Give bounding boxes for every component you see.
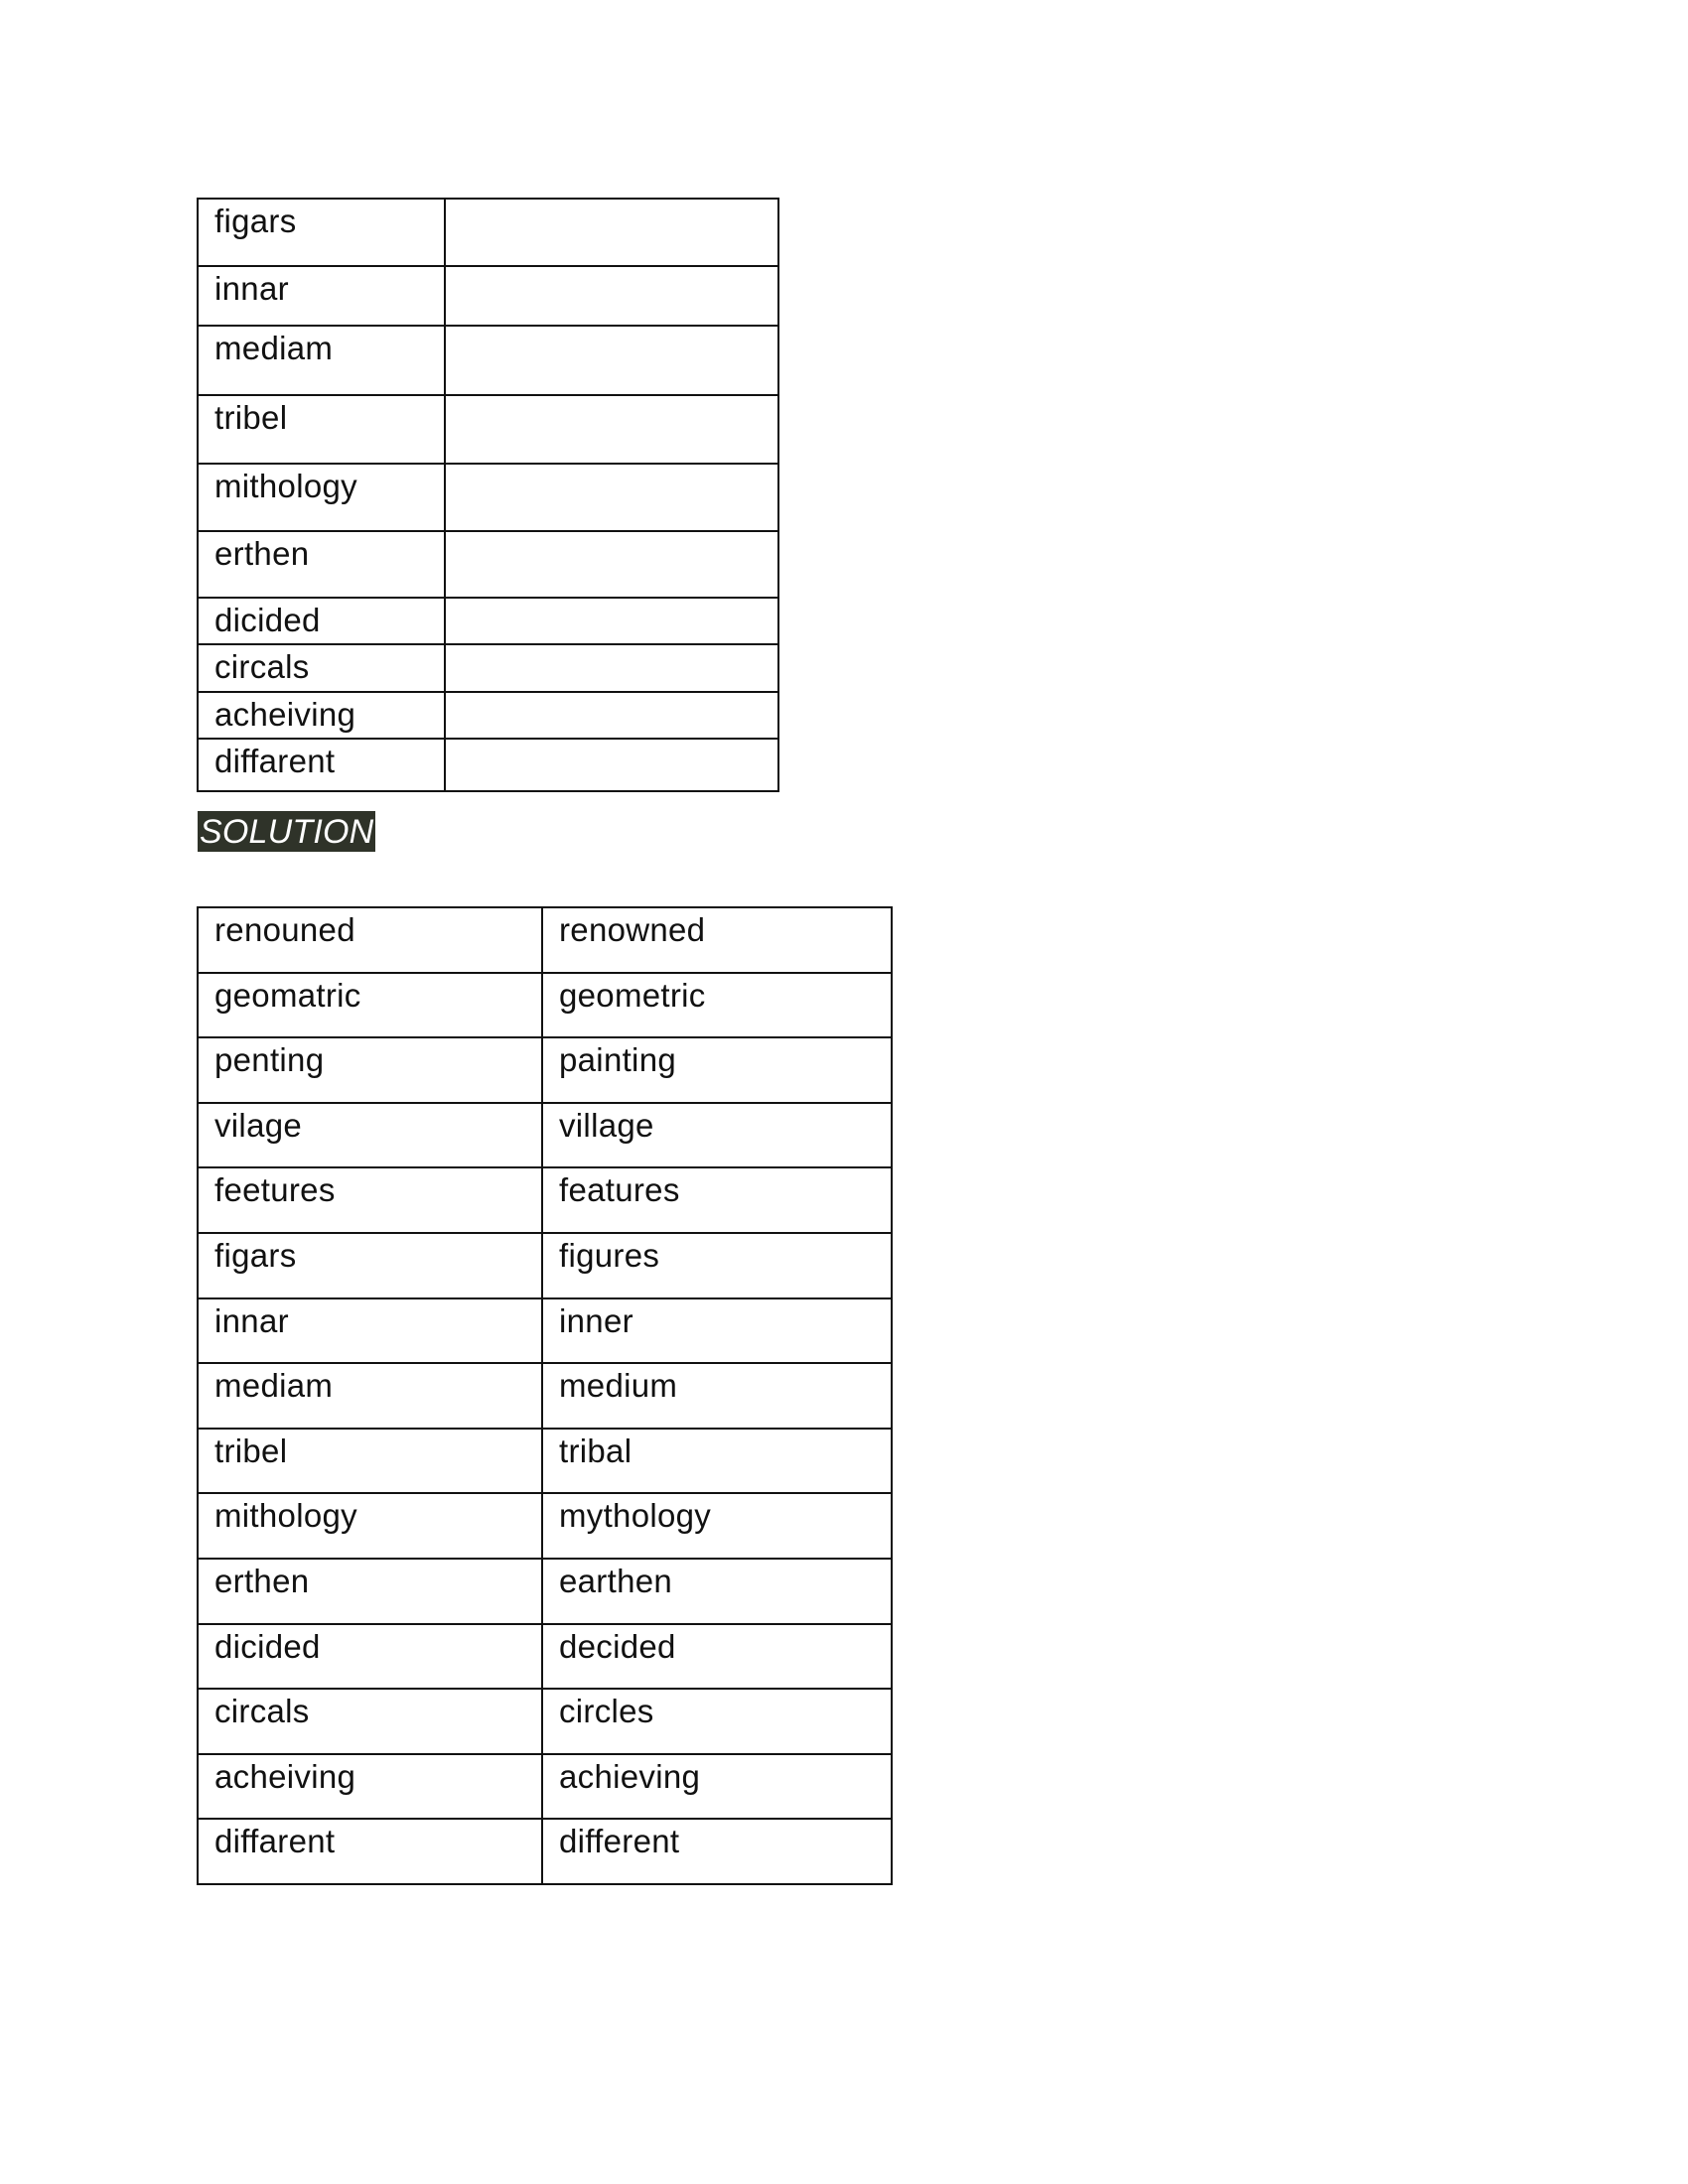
table-row [198, 1167, 892, 1233]
correct-word-cell: village [542, 1103, 892, 1168]
table-row [198, 973, 892, 1038]
table-row [198, 531, 778, 598]
table-row [198, 1559, 892, 1624]
misspelled-word-cell: diffarent [198, 1819, 542, 1884]
table-row [198, 1689, 892, 1754]
answer-cell[interactable] [445, 739, 778, 791]
table-row [198, 1624, 892, 1690]
misspelled-word-cell: dicided [198, 1624, 542, 1690]
correct-word-cell: inner [542, 1298, 892, 1364]
misspelled-word-cell: innar [198, 1298, 542, 1364]
misspelled-word-cell: mithology [198, 464, 445, 531]
misspelled-word-cell: mithology [198, 1493, 542, 1559]
correct-word-cell: different [542, 1819, 892, 1884]
table-row [198, 326, 778, 395]
table-row [198, 907, 892, 973]
table-row [198, 692, 778, 739]
answer-cell[interactable] [445, 464, 778, 531]
misspelled-word-cell: erthen [198, 531, 445, 598]
misspelled-word-cell: acheiving [198, 1754, 542, 1820]
table-row [198, 199, 778, 266]
table-row [198, 644, 778, 692]
misspelled-word-cell: renouned [198, 907, 542, 973]
misspelled-word-cell: penting [198, 1037, 542, 1103]
misspelled-word-cell: tribel [198, 395, 445, 464]
misspelled-word-cell: vilage [198, 1103, 542, 1168]
table-row [198, 1754, 892, 1820]
correct-word-cell: mythology [542, 1493, 892, 1559]
correct-word-cell: achieving [542, 1754, 892, 1820]
correct-word-cell: earthen [542, 1559, 892, 1624]
table-row [198, 598, 778, 644]
misspelled-word-cell: feetures [198, 1167, 542, 1233]
table-row [198, 1429, 892, 1494]
correct-word-cell: figures [542, 1233, 892, 1298]
misspelled-word-cell: dicided [198, 598, 445, 644]
correct-word-cell: medium [542, 1363, 892, 1429]
misspelled-word-cell: figars [198, 1233, 542, 1298]
misspelled-word-cell: geomatric [198, 973, 542, 1038]
misspelled-word-cell: tribel [198, 1429, 542, 1494]
answer-cell[interactable] [445, 644, 778, 692]
correct-word-cell: painting [542, 1037, 892, 1103]
answer-cell[interactable] [445, 598, 778, 644]
solution-heading: SOLUTION [200, 813, 374, 851]
misspelled-word-cell: circals [198, 644, 445, 692]
misspelled-word-cell: acheiving [198, 692, 445, 739]
table-row [198, 1233, 892, 1298]
table-row [198, 1037, 892, 1103]
misspelled-word-cell: innar [198, 266, 445, 326]
misspelled-word-cell: mediam [198, 1363, 542, 1429]
table-row [198, 1819, 892, 1884]
answer-cell[interactable] [445, 326, 778, 395]
misspelled-word-cell: figars [198, 199, 445, 266]
misspelled-word-cell: erthen [198, 1559, 542, 1624]
correct-word-cell: tribal [542, 1429, 892, 1494]
misspelled-word-cell: mediam [198, 326, 445, 395]
misspelled-word-cell: diffarent [198, 739, 445, 791]
answer-cell[interactable] [445, 395, 778, 464]
table-row [198, 1298, 892, 1364]
correct-word-cell: renowned [542, 907, 892, 973]
answer-cell[interactable] [445, 531, 778, 598]
table-row [198, 1493, 892, 1559]
correct-word-cell: features [542, 1167, 892, 1233]
misspelled-word-cell: circals [198, 1689, 542, 1754]
table-row [198, 464, 778, 531]
correct-word-cell: geometric [542, 973, 892, 1038]
table-row [198, 266, 778, 326]
answer-cell[interactable] [445, 692, 778, 739]
table-row [198, 395, 778, 464]
solution-table [197, 906, 893, 1885]
answer-cell[interactable] [445, 199, 778, 266]
table-row [198, 1363, 892, 1429]
correct-word-cell: circles [542, 1689, 892, 1754]
table-row [198, 739, 778, 791]
answer-cell[interactable] [445, 266, 778, 326]
table-row [198, 1103, 892, 1168]
correct-word-cell: decided [542, 1624, 892, 1690]
spelling-worksheet-table [197, 198, 779, 792]
